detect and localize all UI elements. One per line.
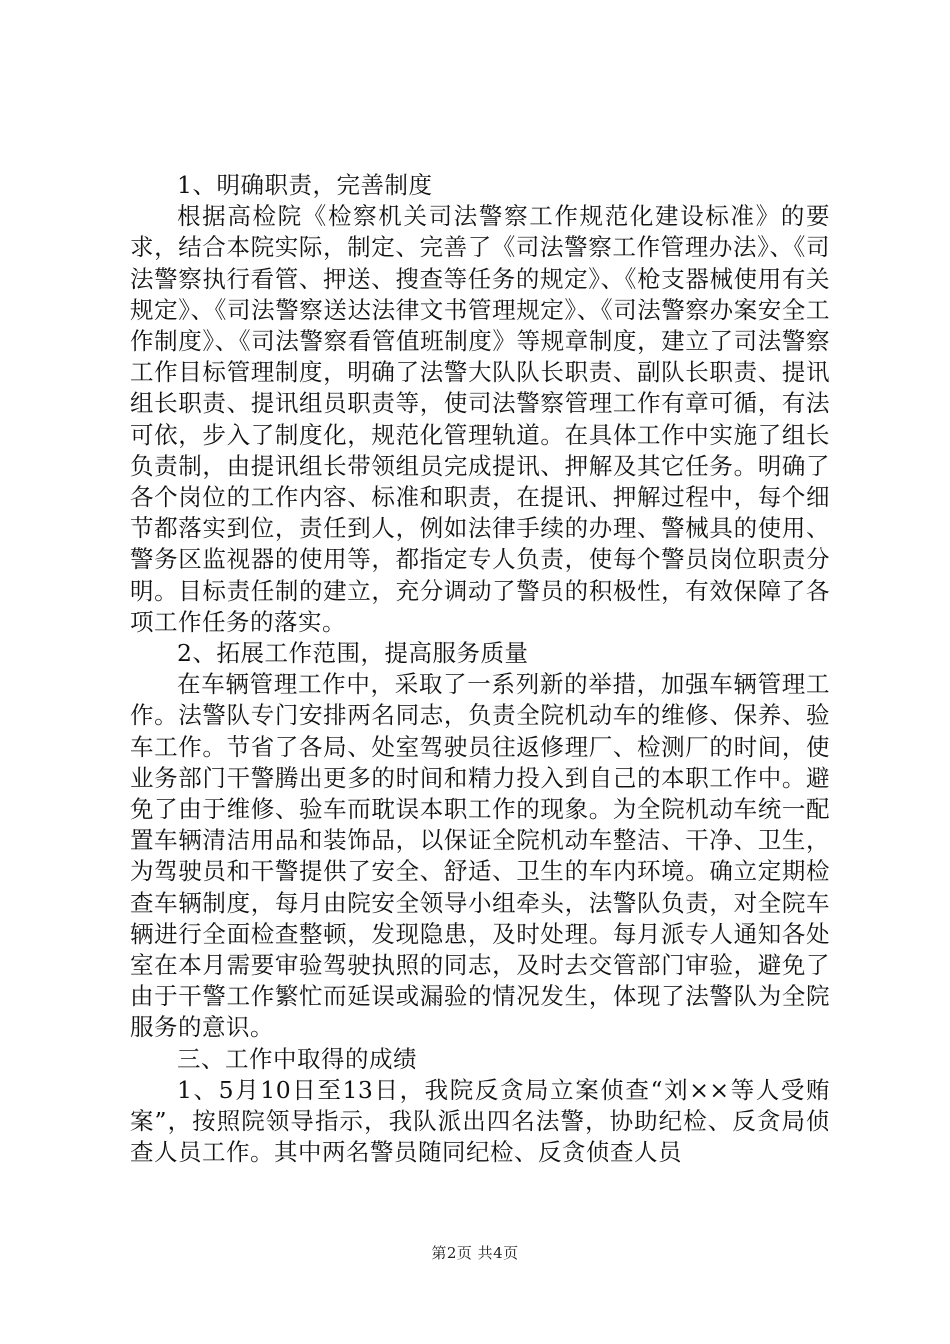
page-footer: 第2页 共4页 [431,1244,519,1262]
section-heading: 2、拓展工作范围，提高服务质量 [177,639,529,668]
section-heading: 1、明确职责，完善制度 [177,171,433,199]
paragraph: 1、5月10日至13日，我院反贪局立案侦查“刘××等人受贿案”，按照院领导指示，我队派出四名法警，协助纪检、反贪局侦查人员工作。其中两名警员随同纪检、反贪侦查人员 [130,1075,830,1167]
section-heading: 三、工作中取得的成绩 [177,1044,417,1073]
paragraph: 在车辆管理工作中，采取了一系列新的举措，加强车辆管理工作。法警队专门安排两名同志，负责全院机动车的维修、保养、验车工作。节省了各局、处室驾驶员往返修理厂、检测厂的时间，使业务部门干警腾出更多的时间和精力投入到自己的本职工作中。避免了由于维修、验车而耽误本职工作的现象。为全院机动车统一配置车辆清洁用品和装饰品，以保证全院机动车整洁、干净、卫生，为驾驶员和干警提供了安全、舒适、卫生的车内环境。确立定期检查车辆制度，每月由院安全领导小组牵头，法警队负责，对全院车辆进行全面检查整顿，发现隐患，及时处理。每月派专人通知各处室在本月需要审验驾驶执照的同志，及时去交管部门审验，避免了由于干警工作繁忙而延误或漏验的情况发生，体现了法警队为全院服务的意识。 [130,670,830,1042]
document-body [130,170,830,1169]
paragraph: 根据高检院《检察机关司法警察工作规范化建设标准》的要求，结合本院实际，制定、完善了《司法警察工作管理办法》、《司法警察执行看管、押送、搜查等任务的规定》、《枪支器械使用有关规定》、《司法警察送达法律文书管理规定》、《司法警察办案安全工作制度》、《司法警察看管值班制度》等规章制度，建立了司法警察工作目标管理制度，明确了法警大队队长职责、副队长职责、提讯组长职责、提讯组员职责等，使司法警察管理工作有章可循，有法可依，步入了制度化，规范化管理轨道。在具体工作中实施了组长负责制，由提讯组长带领组员完成提讯、押解及其它任务。明确了各个岗位的工作内容、标准和职责，在提讯、押解过程中，每个细节都落实到位，责任到人，例如法律手续的办理、警械具的使用、警务区监视器的使用等，都指定专人负责，使每个警员岗位职责分明。目标责任制的建立，充分调动了警员的积极性，有效保障了各项工作任务的落实。 [130,202,830,636]
